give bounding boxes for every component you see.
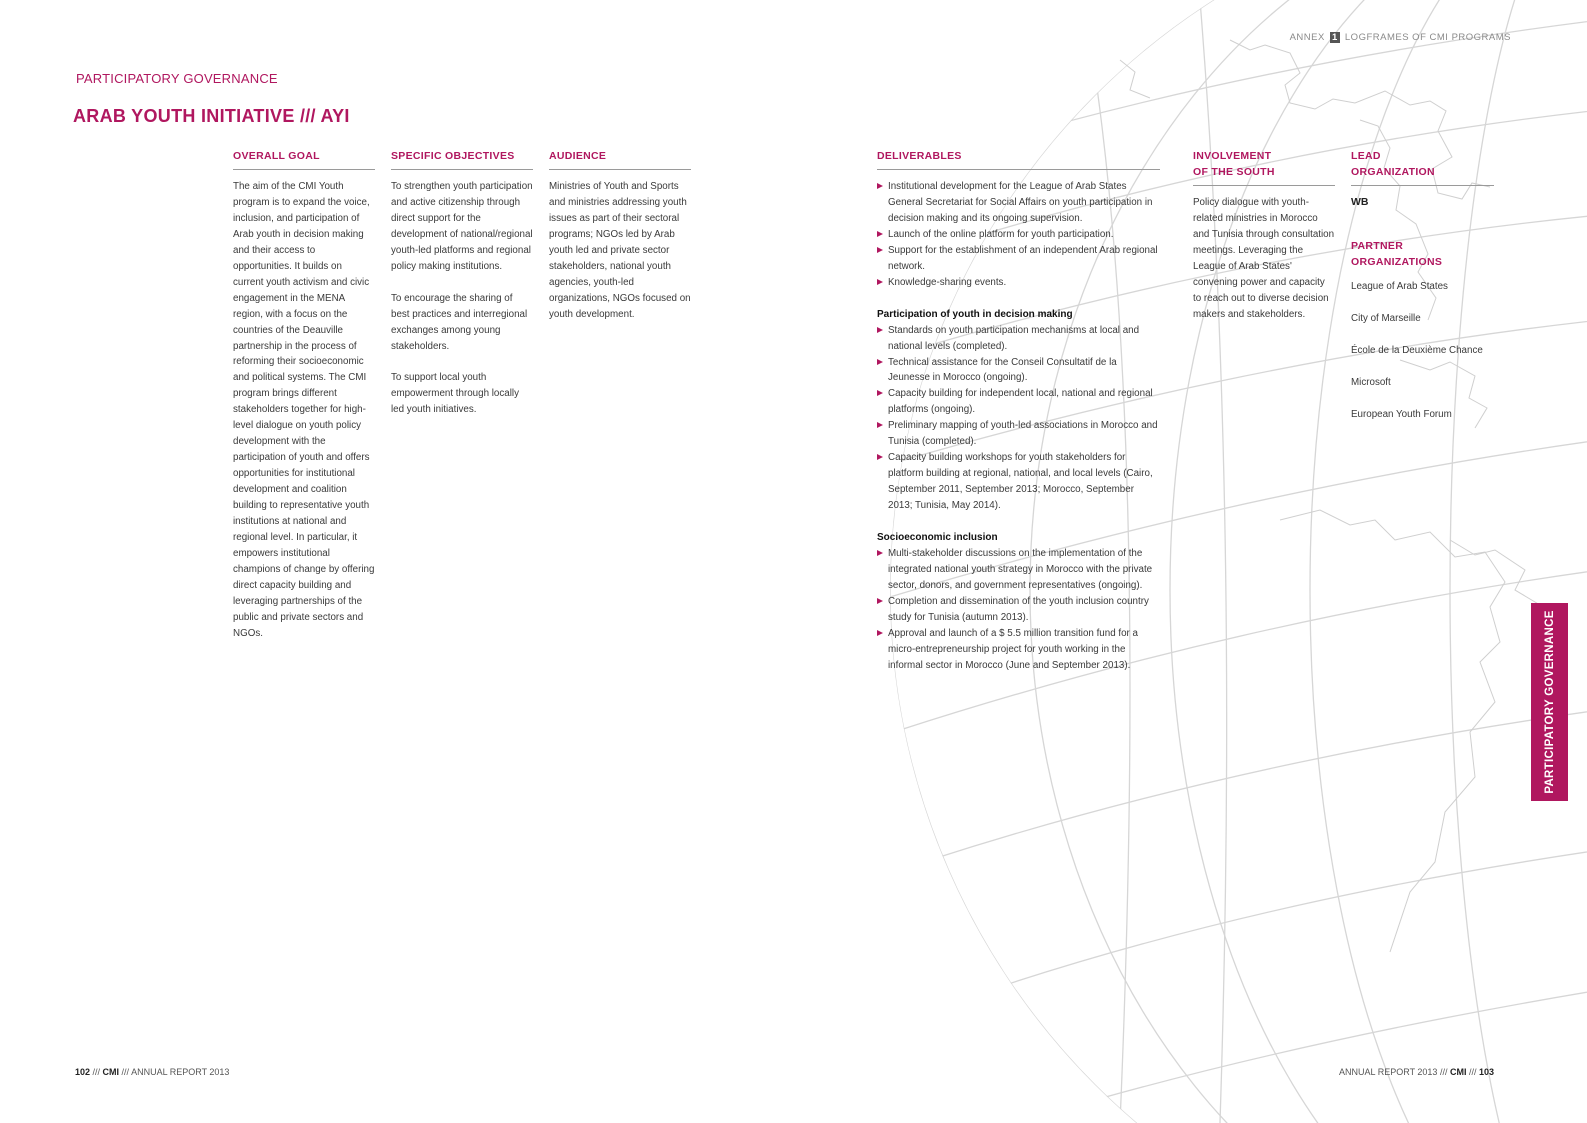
involvement-heading-line1: INVOLVEMENT [1193, 150, 1272, 162]
deliverable-item: Technical assistance for the Conseil Consultatif de la Jeunesse in Morocco (ongoing). [877, 355, 1160, 387]
deliverable-item: Institutional development for the League of Arab States General Secretariat for Social Affairs on youth participation in decision making and its ongoing supervision. [877, 179, 1160, 227]
partner-heading-line2: ORGANIZATIONS [1351, 256, 1443, 268]
page-number-right: 103 [1478, 1067, 1494, 1077]
annex-prefix: ANNEX [1289, 32, 1325, 43]
audience-heading: AUDIENCE [549, 148, 691, 170]
footer-separator: /// [1466, 1067, 1479, 1077]
objective-item: To strengthen youth participation and active citizenship through direct support for the development of national/regional youth-led platforms and regional policy making institutions. [391, 181, 533, 272]
footer-report-title: ANNUAL REPORT 2013 [131, 1067, 230, 1077]
deliverable-item: Knowledge-sharing events. [877, 275, 1160, 291]
deliverable-item: Launch of the online platform for youth participation. [877, 227, 1160, 243]
footer-left [75, 1067, 229, 1077]
section-side-tab [1531, 603, 1568, 801]
lead-heading-line1: LEAD [1351, 150, 1381, 162]
deliverable-item: Capacity building for independent local, national and regional platforms (ongoing). [877, 386, 1160, 418]
socioeconomic-subheading: Socioeconomic inclusion [877, 532, 998, 544]
annex-header [1290, 32, 1511, 43]
deliverable-item: Approval and launch of a $ 5.5 million transition fund for a micro-entrepreneurship project for youth working in the informal sector in Morocco (June and September 2013). [877, 626, 1160, 674]
audience-column [549, 148, 691, 323]
involvement-heading [1193, 148, 1335, 186]
participation-subheading: Participation of youth in decision making [877, 308, 1073, 320]
footer-right [1339, 1067, 1494, 1077]
deliverable-item: Capacity building workshops for youth stakeholders for platform building at regional, national, and local levels (Cairo, September 2011, September 2013; Morocco, September 2013; Tunisia, May 2014). [877, 450, 1160, 514]
audience-text: Ministries of Youth and Sports and ministries addressing youth issues as part of their sectoral programs; NGOs led by Arab youth led and private sector stakeholders, national youth agencies, youth-led organizations, NGOs focused on youth development. [549, 181, 691, 320]
partner-item: École de la Deuxième Chance [1351, 344, 1483, 356]
involvement-text: Policy dialogue with youth-related ministries in Morocco and Tunisia through consultation meetings. Leveraging the League of Arab States' convening power and capacity to reach out to diverse decision makers and stakeholders. [1193, 197, 1335, 320]
specific-objectives-column [391, 148, 533, 418]
organizations-column [1351, 148, 1494, 423]
specific-objectives-heading: SPECIFIC OBJECTIVES [391, 148, 533, 170]
partner-heading [1351, 238, 1494, 270]
footer-separator: /// [119, 1067, 132, 1077]
deliverable-item: Multi-stakeholder discussions on the implementation of the integrated national youth strategy in Morocco with the private sector, donors, and government representatives (ongoing). [877, 546, 1160, 594]
involvement-heading-line2: OF THE SOUTH [1193, 166, 1275, 178]
objective-item: To support local youth empowerment through locally led youth initiatives. [391, 372, 519, 416]
involvement-column [1193, 148, 1335, 323]
side-tab-label: PARTICIPATORY GOVERNANCE [1543, 610, 1556, 794]
deliverables-heading: DELIVERABLES [877, 148, 1160, 170]
footer-brand: CMI [102, 1067, 120, 1077]
deliverable-item: Preliminary mapping of youth-led associations in Morocco and Tunisia (completed). [877, 418, 1160, 450]
partner-item: European Youth Forum [1351, 408, 1452, 420]
deliverable-item: Support for the establishment of an independent Arab regional network. [877, 243, 1160, 275]
annex-number: 1 [1331, 32, 1338, 43]
footer-report-title: ANNUAL REPORT 2013 [1339, 1067, 1438, 1077]
lead-heading-line2: ORGANIZATION [1351, 166, 1435, 178]
partner-heading-line1: PARTNER [1351, 240, 1404, 252]
footer-separator: /// [1437, 1067, 1450, 1077]
page-title: ARAB YOUTH INITIATIVE /// AYI [73, 106, 350, 126]
footer-brand: CMI [1449, 1067, 1467, 1077]
section-label: PARTICIPATORY GOVERNANCE [76, 71, 278, 86]
overall-goal-heading: OVERALL GOAL [233, 148, 375, 170]
objective-item: To encourage the sharing of best practices and interregional exchanges among young stakeholders. [391, 292, 528, 352]
deliverables-column [877, 148, 1160, 674]
page-number-left: 102 [75, 1067, 91, 1077]
deliverable-item: Standards on youth participation mechanisms at local and national levels (completed). [877, 323, 1160, 355]
footer-separator: /// [90, 1067, 103, 1077]
lead-organization: WB [1351, 196, 1369, 208]
partner-item: City of Marseille [1351, 312, 1421, 324]
lead-heading [1351, 148, 1494, 186]
overall-goal-text: The aim of the CMI Youth program is to expand the voice, inclusion, and participation of Arab youth in decision making and their access to opportunities. It builds on current youth activism and civic engagement in the MENA region, with a focus on the countries of the Deauville partnership in the process of reforming their socioeconomic and political systems. The CMI program brings different stakeholders together for high-level dialogue on youth policy development with the participation of youth and offers opportunities for institutional development and coalition building to representative youth institutions at national and regional level. In particular, it empowers institutional champions of change by offering direct capacity building and leveraging partnerships of the public and private sectors and NGOs. [233, 181, 375, 639]
overall-goal-column [233, 148, 375, 642]
deliverable-item: Completion and dissemination of the youth inclusion country study for Tunisia (autumn 2013). [877, 594, 1160, 626]
annex-title: LOGFRAMES OF CMI PROGRAMS [1344, 32, 1511, 43]
partner-item: League of Arab States [1351, 281, 1448, 292]
partner-item: Microsoft [1351, 376, 1391, 388]
